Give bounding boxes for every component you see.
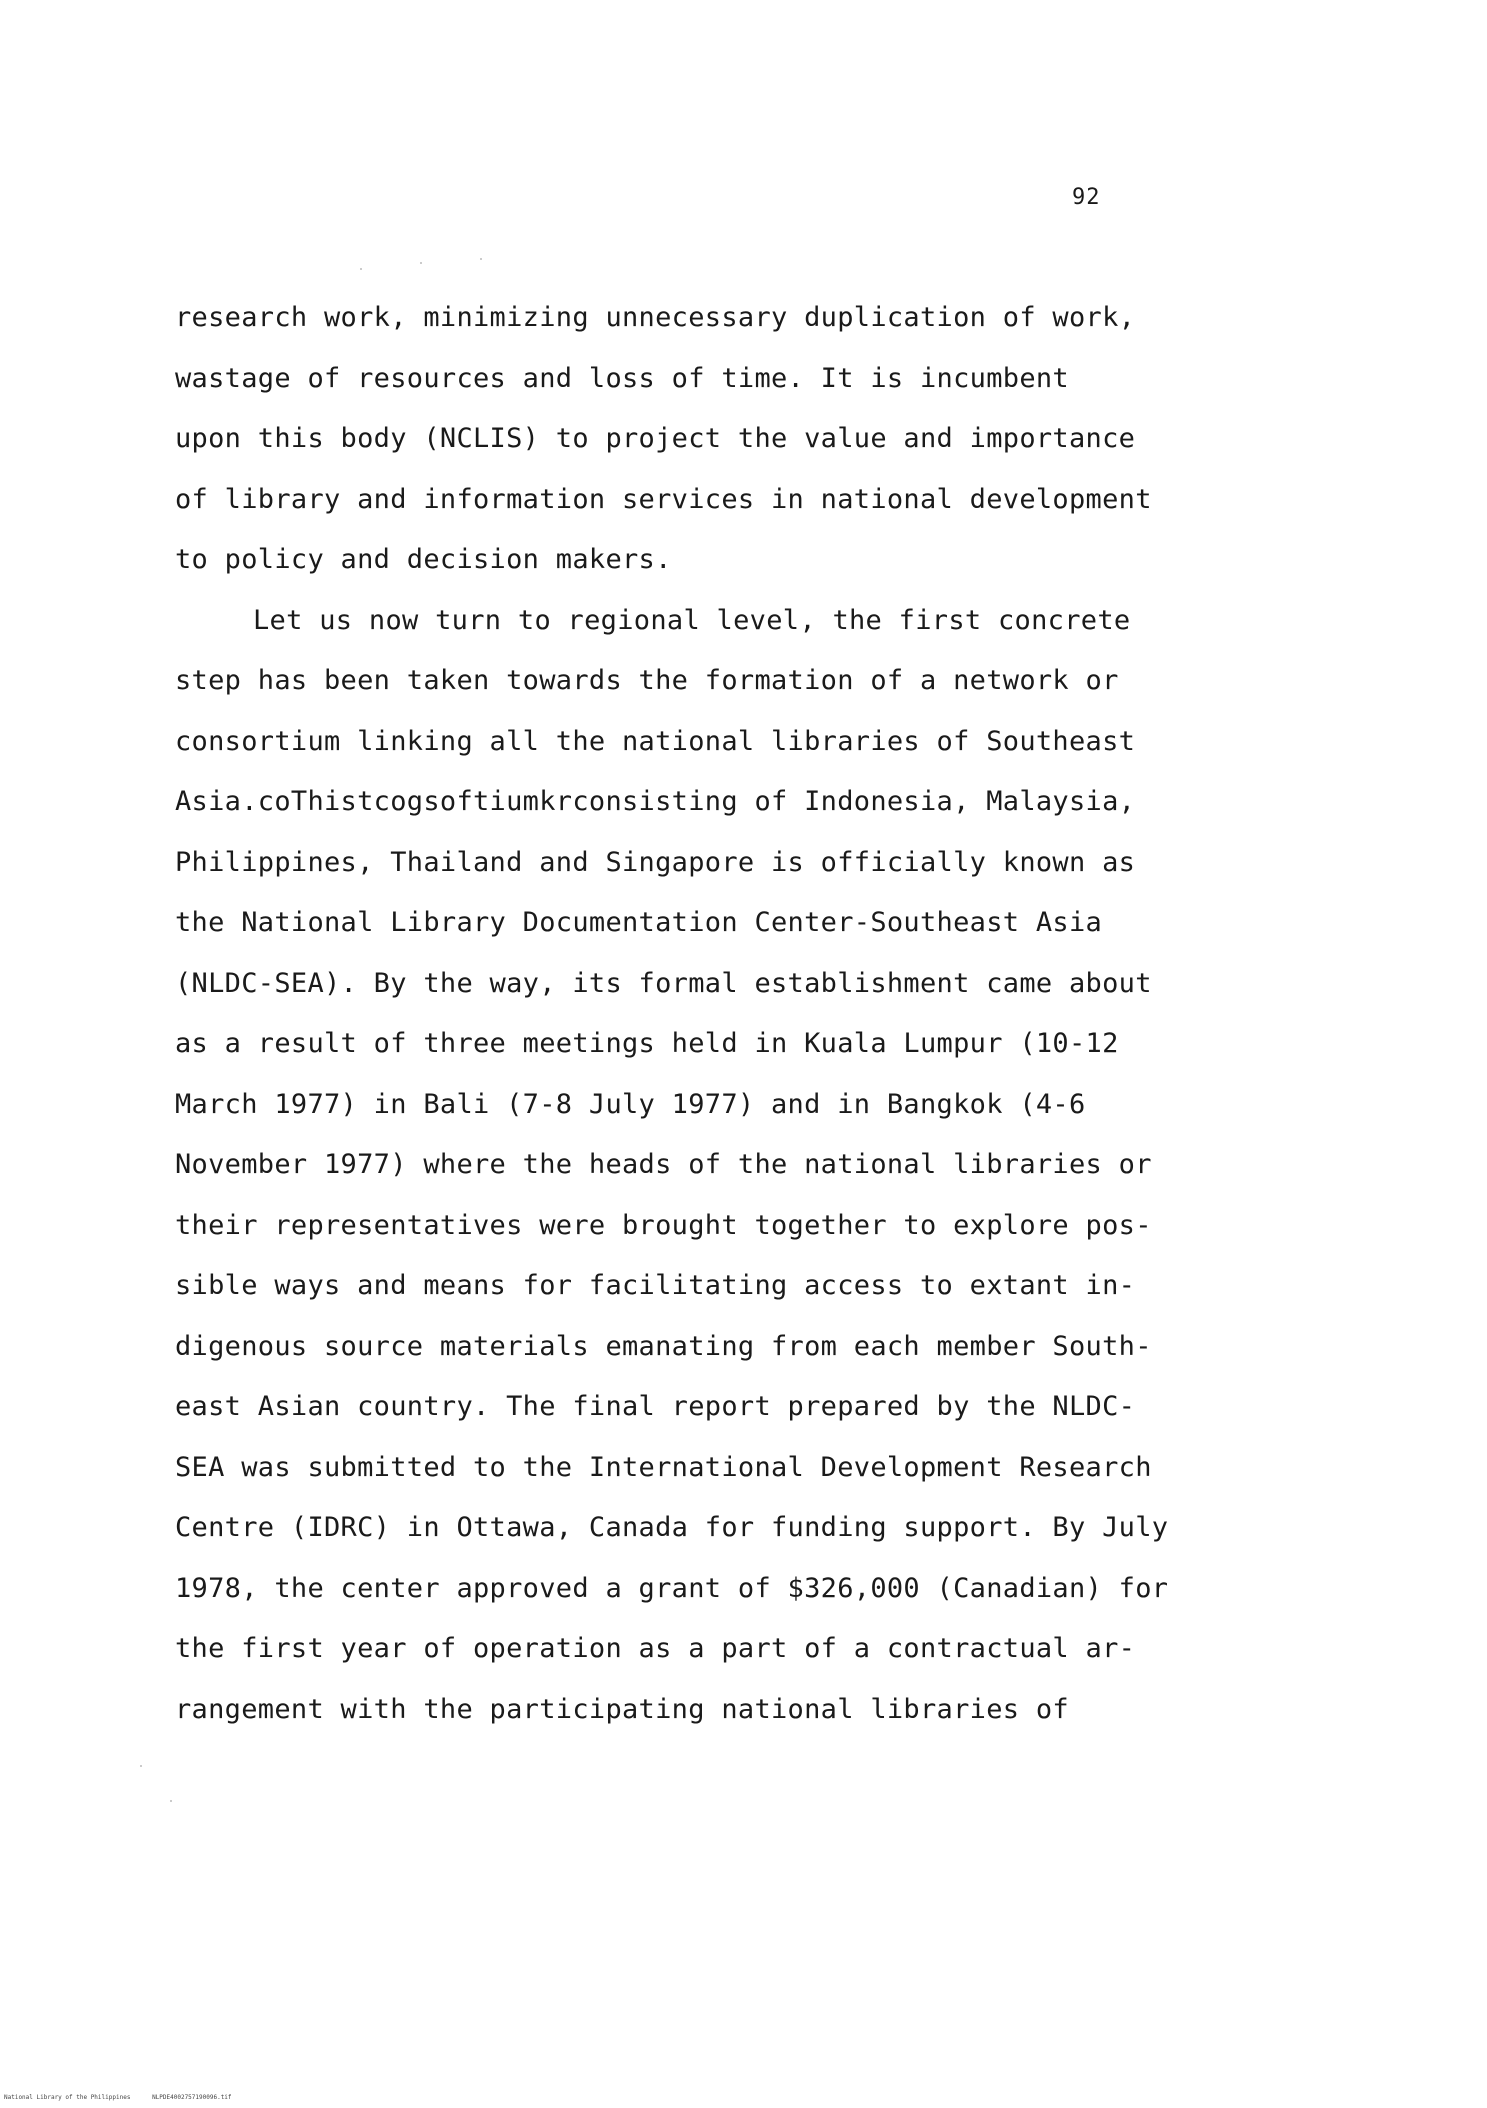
text-line: wastage of resources and loss of time. It is incumbent	[175, 362, 1069, 394]
scan-speck	[420, 262, 422, 264]
text-line: (NLDC-SEA). By the way, its formal establishment came about	[175, 967, 1152, 999]
scan-footer	[4, 2094, 250, 2101]
text-line: Centre (IDRC) in Ottawa, Canada for funding support. By July	[175, 1512, 1169, 1543]
text-line: to policy and decision makers.	[175, 544, 672, 575]
text-line: upon this body (NCLIS) to project the value and importance	[175, 423, 1136, 454]
text-line: the first year of operation as a part of a contractual ar-	[175, 1633, 1136, 1664]
text-line: November 1977) where the heads of the national libraries or	[175, 1149, 1152, 1180]
text-line: consortium linking all the national libraries of Southeast	[175, 725, 1136, 757]
text-line: 1978, the center approved a grant of $326,000 (Canadian) for	[175, 1572, 1169, 1604]
footer-source: National Library of the Philippines	[4, 2094, 131, 2101]
text-line: their representatives were brought together to explore pos-	[175, 1209, 1152, 1241]
text-line: March 1977) in Bali (7-8 July 1977) and in Bangkok (4-6	[175, 1088, 1086, 1120]
text-line: Philippines, Thailand and Singapore is officially known as	[175, 846, 1136, 878]
text-line: east Asian country. The final report prepared by the NLDC-	[175, 1391, 1136, 1422]
text-line: rangement with the participating national libraries of	[175, 1693, 1069, 1725]
text-line: Let us now turn to regional level, the first concrete	[253, 604, 1131, 636]
text-line: sible ways and means for facilitating access to extant in-	[175, 1270, 1136, 1301]
text-line: of library and information services in national development	[175, 483, 1152, 515]
text-line: as a result of three meetings held in Kuala Lumpur (10-12	[175, 1028, 1119, 1059]
scan-speck	[360, 268, 362, 270]
page-number: 92	[1072, 185, 1101, 210]
text-line: SEA was submitted to the International Development Research	[175, 1451, 1152, 1483]
text-line: Asia.coThistcogsoftiumkrconsisting of Indonesia, Malaysia,	[175, 786, 1136, 817]
scan-speck	[170, 1800, 172, 1802]
text-line: research work, minimizing unnecessary duplication of work,	[175, 302, 1136, 333]
scan-speck	[140, 1765, 142, 1767]
text-line: step has been taken towards the formation of a network or	[175, 665, 1119, 696]
scan-speck	[480, 258, 482, 260]
text-line: the National Library Documentation Center-Southeast Asia	[175, 907, 1103, 938]
text-line: digenous source materials emanating from each member South-	[175, 1330, 1152, 1362]
body-text	[175, 288, 1169, 1740]
footer-file-id: NLPDE4002757190096.tif	[152, 2094, 232, 2101]
